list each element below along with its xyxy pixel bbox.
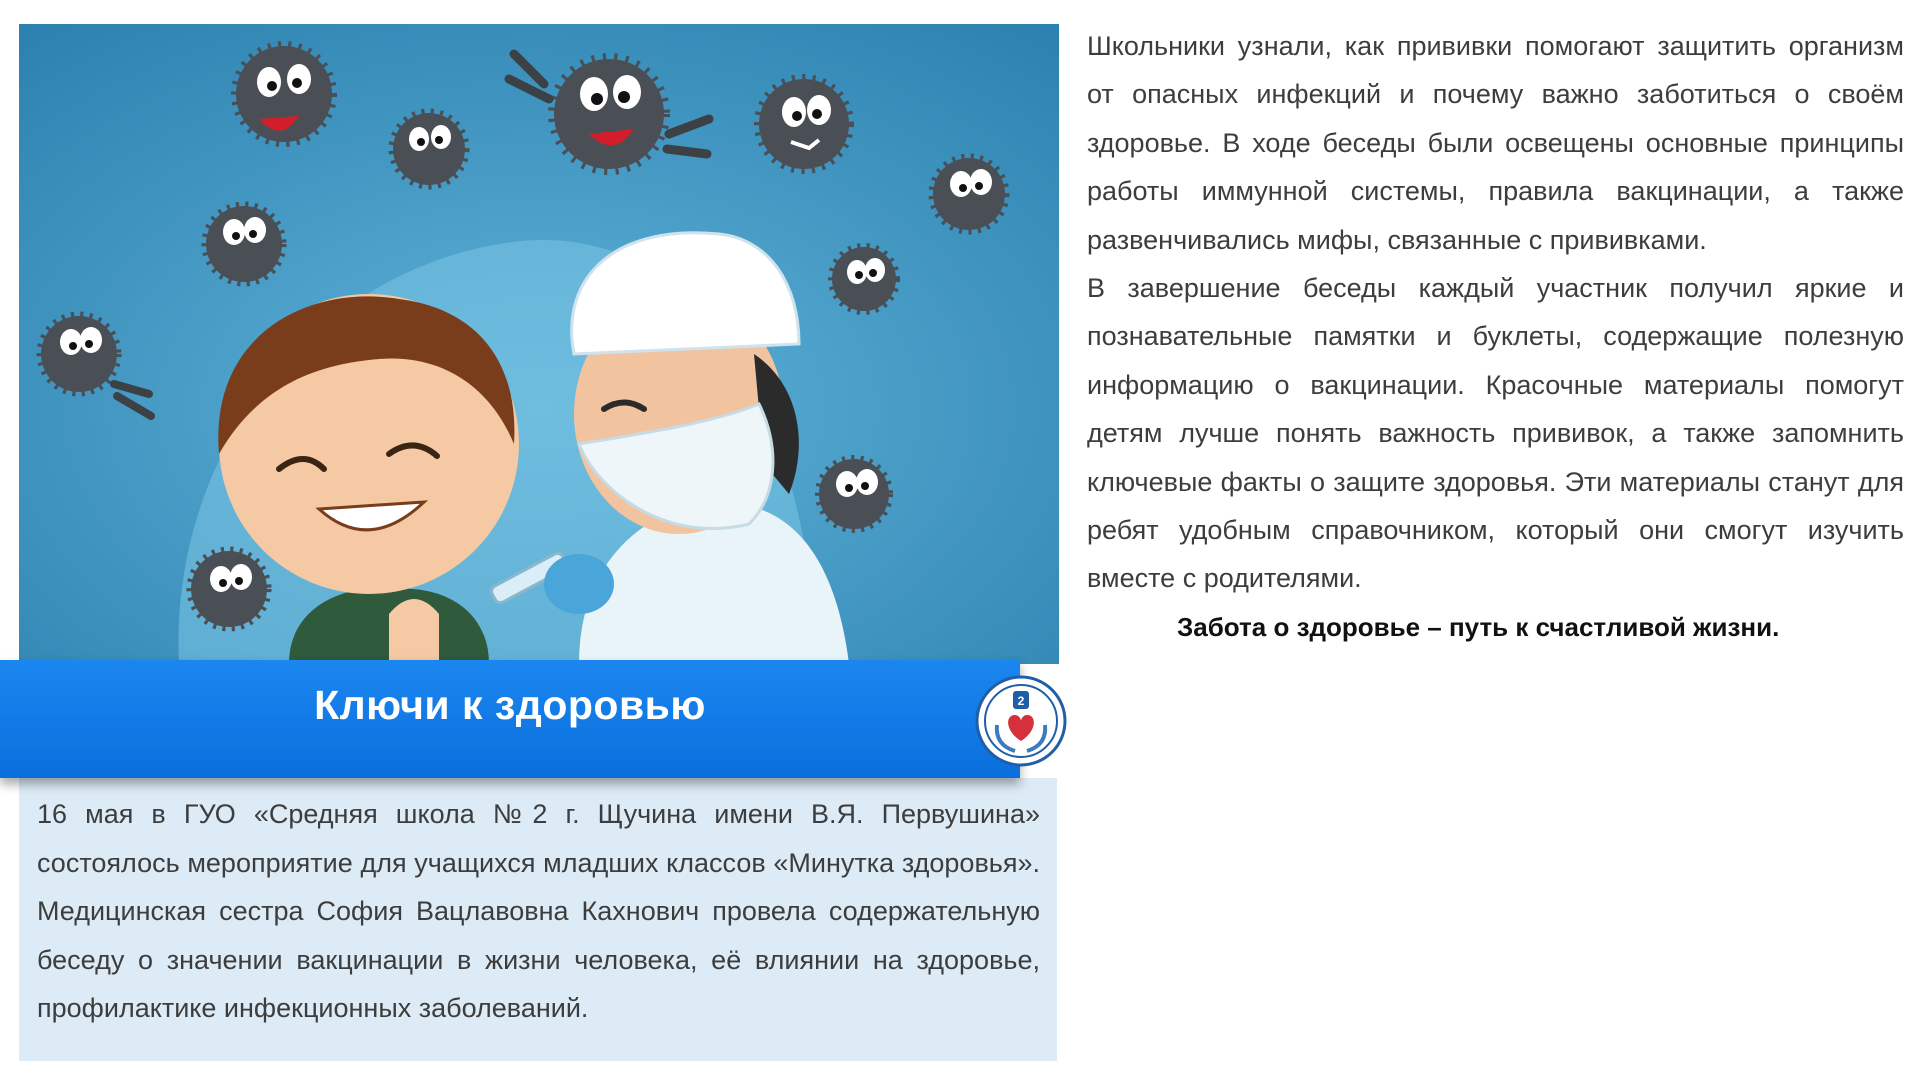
germ-icon [759, 79, 849, 169]
intro-paragraph: 16 мая в ГУО «Средняя школа №2 г. Щучина имени В.Я. Первушина» состоялось мероприятие для учащихся младших классов «Минутка здоровья». Медицинская сестра София Вацлавовна Кахнович провела содержательную беседу о значении вакцинации в жизни человека, её влиянии на здоровье, профилактике инфекционных заболеваний. [37, 799, 1040, 1023]
vaccination-illustration [19, 24, 1059, 664]
germ-icon [832, 247, 896, 311]
germ-icon [393, 113, 465, 185]
school-emblem-icon [975, 675, 1067, 767]
badge-number: 2 [1017, 694, 1025, 708]
germ-icon [236, 46, 332, 142]
germ-icon [819, 459, 889, 529]
page-title: Ключи к здоровью [314, 681, 706, 728]
body-paragraph-2: В завершение беседы каждый участник получил яркие и познавательные памятки и буклеты, содержащие полезную информацию о вакцинации. Красочные материалы помогут детям лучше понять важность прививок, а также запомнить ключевые факты о защите здоровья. Эти материалы станут для ребят удобным справочником, который они смогут изучить вместе с родителями. [1087, 273, 1904, 594]
title-banner [0, 660, 1020, 778]
germ-icon [933, 158, 1005, 230]
germ-icon [206, 206, 282, 282]
germ-icon [191, 551, 267, 627]
body-paragraph-1: Школьники узнали, как прививки помогают защитить организм от опасных инфекций и почему важно заботиться о своём здоровье. В ходе беседы были освещены основные принципы работы иммунной системы, правила вакцинации, а также развенчивались мифы, связанные с прививками. [1087, 31, 1904, 255]
closing-slogan: Забота о здоровье – путь к счастливой жизни. [1177, 611, 1780, 642]
article-body [1087, 22, 1904, 651]
